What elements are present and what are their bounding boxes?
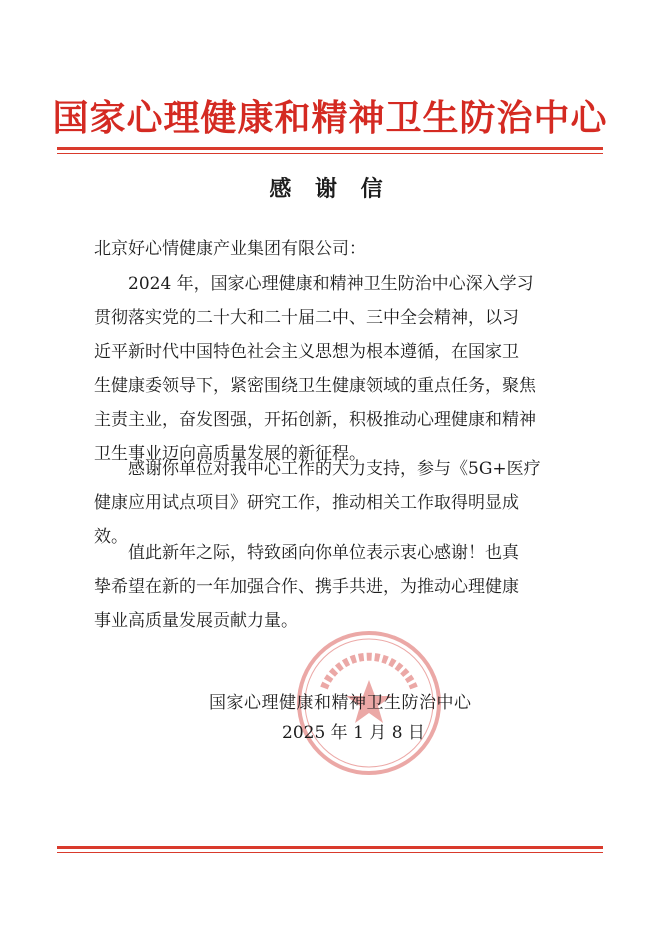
paragraph-line: 主责主业，奋发图强，开拓创新，积极推动心理健康和精神	[94, 410, 536, 430]
paragraph-1	[94, 267, 576, 471]
paragraph-line: 生健康委领导下，紧密围绕卫生健康领域的重点任务，聚焦	[94, 376, 536, 396]
letterhead-org-name: 国家心理健康和精神卫生防治中心	[52, 97, 608, 139]
letter-title: 感 谢 信	[269, 176, 391, 202]
paragraph-line: 感谢你单位对我中心工作的大力支持，参与《5G+医疗	[94, 459, 541, 479]
signature-org: 国家心理健康和精神卫生防治中心	[209, 693, 472, 713]
salutation: 北京好心情健康产业集团有限公司：	[94, 239, 366, 259]
paragraph-3	[94, 536, 576, 638]
footer-rule-thin	[57, 852, 603, 853]
paragraph-line: 贯彻落实党的二十大和二十届二中、三中全会精神，以习	[94, 308, 519, 328]
paragraph-line: 2024 年，国家心理健康和精神卫生防治中心深入学习	[94, 274, 534, 294]
letterhead-rule-thick	[57, 147, 603, 150]
paragraph-line: 事业高质量发展贡献力量。	[94, 611, 298, 631]
paragraph-line: 卫生事业迈向高质量发展的新征程。	[94, 444, 366, 464]
paragraph-line: 健康应用试点项目》研究工作，推动相关工作取得明显成	[94, 493, 519, 513]
paragraph-line: 值此新年之际，特致函向你单位表示衷心感谢！也真	[94, 543, 519, 563]
paragraph-line: 挚希望在新的一年加强合作、携手共进，为推动心理健康	[94, 577, 519, 597]
letterhead-rule-thin	[57, 153, 603, 154]
paragraph-line: 效。	[94, 527, 128, 547]
paragraph-line: 近平新时代中国特色社会主义思想为根本遵循，在国家卫	[94, 342, 519, 362]
footer-rule-thick	[57, 846, 603, 849]
signature-date: 2025 年 1 月 8 日	[282, 723, 425, 743]
